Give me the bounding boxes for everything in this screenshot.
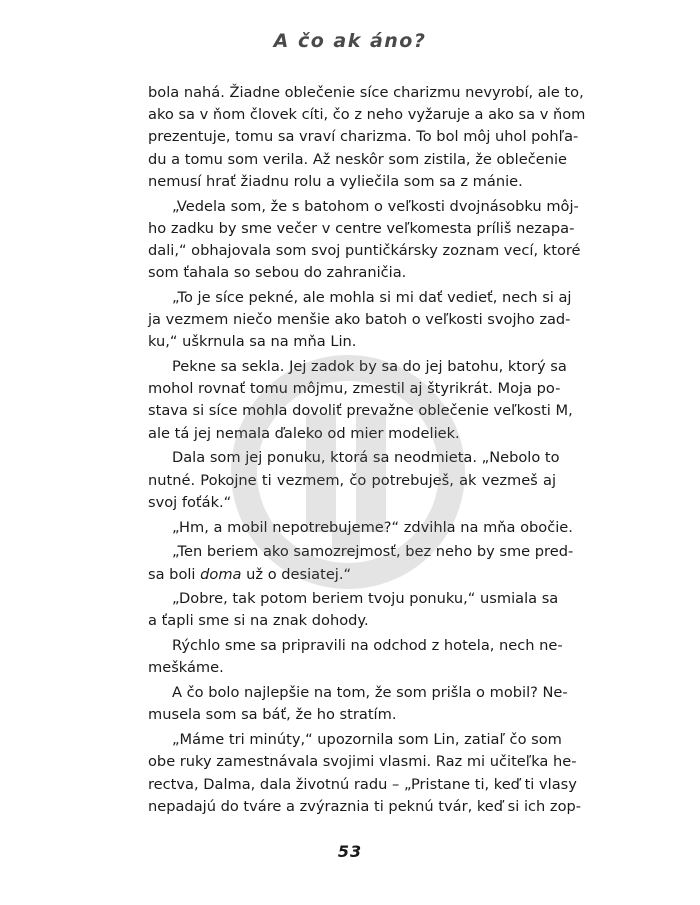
paragraph: [148, 517, 573, 539]
text-line: nemusí hrať žiadnu rolu a vyliečila som sa z mánie.: [148, 172, 523, 190]
text-line: ku,“ uškrnula sa na mňa Lin.: [148, 333, 357, 351]
paragraph: [148, 82, 586, 193]
paragraph: [148, 447, 560, 514]
text-line: rectva, Dalma, dala životnú radu – „Pristane ti, keď ti vlasy: [148, 775, 577, 793]
paragraph: [148, 541, 574, 585]
text-line: dali,“ obhajovala som svoj puntičkársky zoznam vecí, ktoré: [148, 241, 581, 259]
text-line: „Máme tri minúty,“ upozornila som Lin, zatiaľ čo som: [172, 731, 562, 749]
page-number: 53: [337, 842, 363, 861]
text-line: ja vezmem niečo menšie ako batoh o veľkosti svojho zad-: [148, 311, 571, 329]
text-line: ale tá jej nemala ďaleko od mier modeliek.: [148, 424, 460, 442]
text-line: „Dobre, tak potom beriem tvoju ponuku,“ usmiala sa: [172, 590, 559, 608]
paragraph: [148, 635, 563, 679]
text-line: sa boli doma už o desiatej.“: [148, 565, 352, 583]
text-line: Dala som jej ponuku, ktorá sa neodmieta. „Nebolo to: [172, 449, 560, 467]
text-line: svoj foťák.“: [148, 493, 232, 511]
paragraph: [148, 729, 582, 818]
text-line: som ťahala so sebou do zahraničia.: [148, 264, 407, 282]
text-line: nutné. Pokojne ti vezmem, čo potrebuješ, ak vezmeš aj: [148, 471, 556, 489]
text-line: A čo bolo najlepšie na tom, že som prišla o mobil? Ne-: [172, 684, 568, 702]
body-text: [148, 82, 586, 818]
paragraph: [148, 682, 568, 726]
paragraph: [148, 588, 559, 632]
text-line: „Ten beriem ako samozrejmosť, bez neho by sme pred-: [172, 543, 574, 561]
paragraph: [148, 287, 572, 354]
text-line: ho zadku by sme večer v centre veľkomesta príliš nezapa-: [148, 219, 575, 237]
text-line: Pekne sa sekla. Jej zadok by sa do jej batohu, ktorý sa: [172, 358, 567, 376]
text-line: musela som sa báť, že ho stratím.: [148, 706, 397, 724]
text-line: „Vedela som, že s batohom o veľkosti dvojnásobku môj-: [172, 197, 579, 215]
paragraph: [148, 196, 581, 285]
text-line: obe ruky zamestnávala svojimi vlasmi. Raz mi učiteľka he-: [148, 753, 577, 771]
text-line: nepadajú do tváre a zvýraznia ti peknú tvár, keď si ich zop-: [148, 797, 582, 815]
running-title: A čo ak áno?: [273, 30, 427, 52]
text-line: Rýchlo sme sa pripravili na odchod z hotela, nech ne-: [172, 637, 563, 655]
text-line: mohol rovnať tomu môjmu, zmestil aj štyrikrát. Moja po-: [148, 380, 561, 398]
text-line: stava si síce mohla dovoliť prevažne oblečenie veľkosti M,: [148, 402, 573, 420]
text-line: a ťapli sme si na znak dohody.: [148, 612, 369, 630]
text-line: prezentuje, tomu sa vraví charizma. To bol môj uhol pohľa-: [148, 128, 579, 146]
text-line: bola nahá. Žiadne oblečenie síce charizmu nevyrobí, ale to,: [148, 84, 584, 101]
text-line: ako sa v ňom človek cíti, čo z neho vyžaruje a ako sa v ňom: [148, 106, 586, 124]
text-line: meškáme.: [148, 659, 224, 677]
text-line: „To je síce pekné, ale mohla si mi dať vedieť, nech si aj: [172, 288, 572, 306]
text-line: du a tomu som verila. Až neskôr som zistila, že oblečenie: [148, 150, 567, 168]
paragraph: [148, 356, 573, 445]
emphasis: doma: [200, 565, 242, 583]
text-line: „Hm, a mobil nepotrebujeme?“ zdvihla na mňa obočie.: [172, 518, 573, 536]
